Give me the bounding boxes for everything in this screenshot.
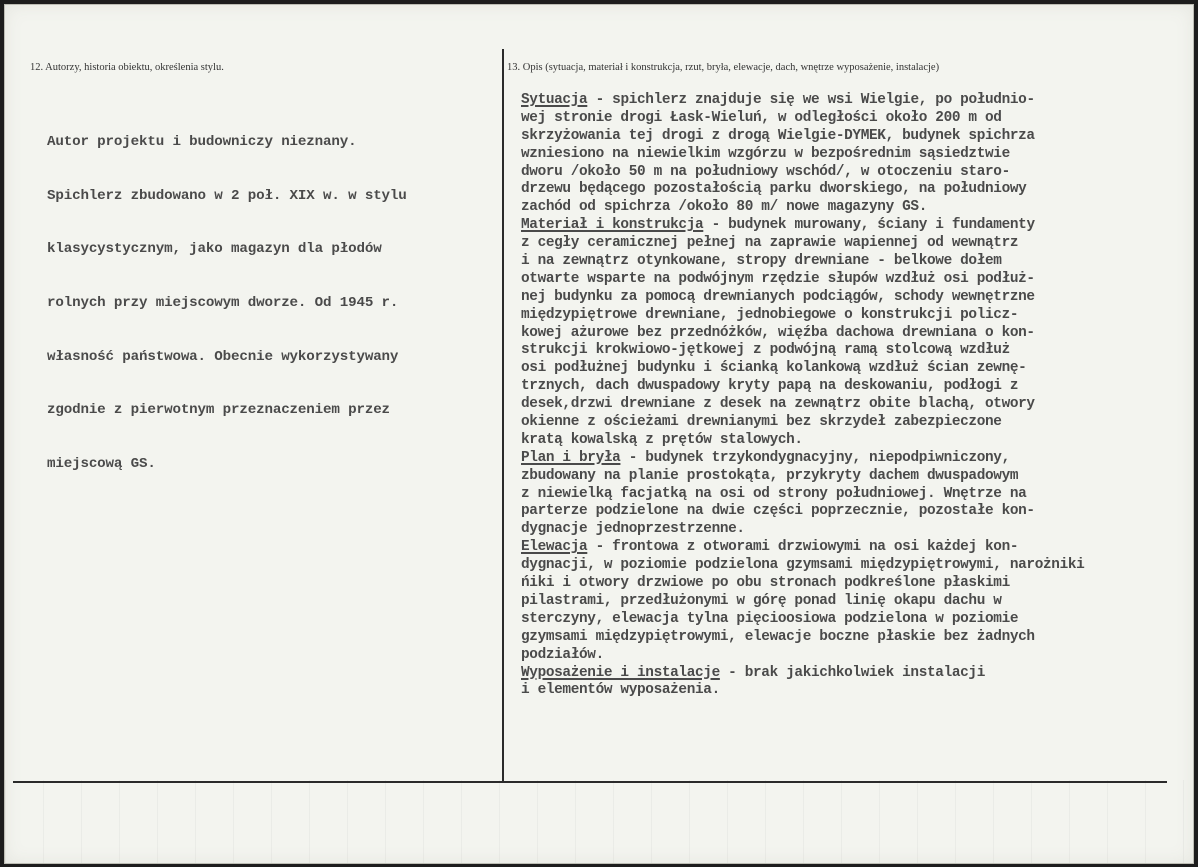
- description-line: [521, 289, 1084, 307]
- description-text: skrzyżowania tej drogi z drogą Wielgie-DYMEK, budynek spichrza: [521, 127, 1035, 144]
- description-line: [521, 647, 1084, 665]
- description-text: parterze podzielone na dwie części poprzecznie, pozostałe kon-: [521, 503, 1035, 520]
- description-line: [521, 432, 1084, 450]
- description-text: sterczyny, elewacja tylna pięcioosiowa podzielona w poziomie: [521, 610, 1019, 627]
- description-text: dygnacje jednoprzestrzenne.: [521, 521, 745, 538]
- description-line: [521, 181, 1084, 199]
- section-heading: Plan i bryła: [521, 449, 621, 466]
- description-line: [521, 450, 1084, 468]
- description-text: gzymsami międzypiętrowymi, elewacje boczne płaskie bez żadnych: [521, 628, 1035, 645]
- description-typed-text: [521, 92, 1084, 700]
- description-line: [521, 611, 1084, 629]
- description-line: [521, 521, 1084, 539]
- description-text: międzypiętrowe drewniane, jednobiegowe o konstrukcji policz-: [521, 306, 1019, 323]
- description-line: [521, 92, 1084, 110]
- section-heading: Materiał i konstrukcja: [521, 217, 704, 234]
- description-line: [521, 539, 1084, 557]
- description-line: [521, 665, 1084, 683]
- description-line: [521, 396, 1084, 414]
- description-text: trznych, dach dwuspadowy kryty papą na deskowaniu, podłogi z: [521, 378, 1019, 395]
- history-typed-text: [47, 98, 407, 492]
- description-text: i elementów wyposażenia.: [521, 682, 720, 699]
- text-line: zgodnie z pierwotnym przeznaczeniem przez: [47, 402, 390, 419]
- description-text: - spichlerz znajduje się we wsi Wielgie, po południo-: [587, 92, 1035, 108]
- description-line: [521, 557, 1084, 575]
- description-line: [521, 593, 1084, 611]
- description-line: [521, 325, 1084, 343]
- description-line: [521, 575, 1084, 593]
- description-text: osi podłużnej budynku i ścianką kolankową wzdłuż ścian zewnę-: [521, 360, 1027, 377]
- description-text: podziałów.: [521, 646, 604, 663]
- text-line: rolnych przy miejscowym dworze. Od 1945 r.: [47, 294, 399, 311]
- description-text: - brak jakichkolwiek instalacji: [719, 664, 986, 681]
- description-text: drzewu będącego pozostałością parku dworskiego, na południowy: [521, 181, 1027, 198]
- description-line: [521, 128, 1084, 146]
- description-line: [521, 164, 1084, 182]
- description-line: [521, 199, 1084, 217]
- description-line: [521, 360, 1084, 378]
- description-line: [521, 110, 1084, 128]
- text-line: własność państwowa. Obecnie wykorzystywany: [47, 348, 399, 365]
- vertical-divider: [502, 49, 504, 781]
- description-line: [521, 414, 1084, 432]
- description-text: ńiki i otwory drzwiowe po obu stronach podkreślone płaskimi: [521, 575, 1010, 592]
- description-text: dworu /około 50 m na południowy wschód/, w otoczeniu staro-: [521, 163, 1010, 180]
- description-text: z niewielką facjatką na osi od strony południowej. Wnętrze na: [521, 485, 1027, 502]
- description-line: [521, 307, 1084, 325]
- description-text: desek,drzwi drewniane z desek na zewnątrz obite blachą, otwory: [521, 396, 1035, 413]
- description-line: [521, 503, 1084, 521]
- bottom-rule: [13, 781, 1167, 783]
- description-text: z cegły ceramicznej pełnej na zaprawie wapiennej od wewnątrz: [521, 235, 1019, 252]
- description-text: pilastrami, przedłużonymi w górę ponad linię okapu dachu w: [521, 592, 1002, 609]
- description-line: [521, 468, 1084, 486]
- section-heading: Elewacja: [521, 539, 588, 556]
- description-text: zbudowany na planie prostokąta, przykryty dachem dwuspadowym: [521, 467, 1019, 484]
- description-text: strukcji krokwiowo-jętkowej z podwójną ramą stolcową wzdłuż: [521, 342, 1010, 359]
- section-12-header: 12. Autorzy, historia obiektu, określenia stylu.: [30, 62, 224, 73]
- text-line: Autor projektu i budowniczy nieznany.: [47, 133, 357, 150]
- description-text: kowej ażurowe bez przednóżków, więźba dachowa drewniana o kon-: [521, 324, 1035, 341]
- description-line: [521, 378, 1084, 396]
- text-line: klasycystycznym, jako magazyn dla płodów: [47, 241, 382, 258]
- description-line: [521, 682, 1084, 700]
- description-text: i na zewnątrz otynkowane, stropy drewniane - belkowe dołem: [521, 253, 1002, 270]
- section-13-header: 13. Opis (sytuacja, materiał i konstrukcja, rzut, bryła, elewacje, dach, wnętrze wyposażenie, instalacje): [507, 62, 940, 73]
- description-line: [521, 253, 1084, 271]
- description-line: [521, 217, 1084, 235]
- description-text: okienne z ościeżami drewnianymi bez skrzydeł zabezpieczone: [521, 414, 1002, 431]
- description-line: [521, 342, 1084, 360]
- text-line: Spichlerz zbudowano w 2 poł. XIX w. w stylu: [47, 187, 407, 204]
- description-text: zachód od spichrza /około 80 m/ nowe magazyny GS.: [521, 199, 928, 216]
- description-text: nej budynku za pomocą drewnianych podciągów, schody wewnętrzne: [521, 288, 1035, 305]
- description-text: wzniesiono na niewielkim wzgórzu w bezpośrednim sąsiedztwie: [521, 145, 1010, 162]
- description-text: kratą kowalską z prętów stalowych.: [521, 431, 803, 448]
- description-text: wej stronie drogi Łask-Wieluń, w odległości około 200 m od: [521, 109, 1002, 126]
- faint-grid-area: [5, 780, 1193, 863]
- description-text: - budynek murowany, ściany i fundamenty: [703, 217, 1035, 234]
- section-heading: Wyposażenie i instalacje: [521, 664, 720, 681]
- text-line: miejscową GS.: [47, 456, 156, 473]
- description-line: [521, 271, 1084, 289]
- section-heading: Sytuacja: [521, 92, 588, 108]
- description-text: otwarte wsparte na podwójnym rzędzie słupów wzdłuż osi podłuż-: [521, 270, 1035, 287]
- description-text: dygnacji, w poziomie podzielona gzymsami międzypiętrowymi, narożniki: [521, 557, 1085, 574]
- description-text: - budynek trzykondygnacyjny, niepodpiwniczony,: [620, 449, 1010, 466]
- description-line: [521, 486, 1084, 504]
- description-line: [521, 146, 1084, 164]
- description-text: - frontowa z otworami drzwiowymi na osi każdej kon-: [587, 539, 1019, 556]
- description-line: [521, 629, 1084, 647]
- description-line: [521, 235, 1084, 253]
